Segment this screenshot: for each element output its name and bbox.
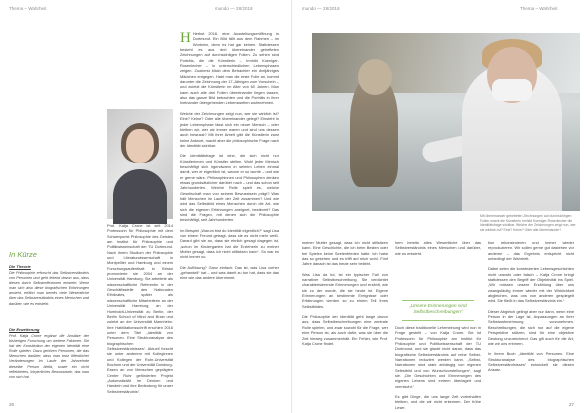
article-paragraph: Die Auflösung? Ganz einfach: Das ist, was Lisa vorher „gehandelt“ hat – und was damit zu tun hat, dass sie das eine wie das andere übernimmt. [180,264,279,281]
drop-cap-h: H [180,30,191,46]
page-number-right: 27 [568,402,574,407]
portrait-photo [107,109,173,219]
article-paragraph: Doch diese traditionelle Lehrmeinung wird nun in Frage gestellt – von Katja Crone. Sie ist Professorin für Philosophie am Institut für Philosophie und Politikwissenschaft der TU Dortmund, und sie glaubt nicht daran, dass das biografische Selbstverständnis auf reine Selbst-Narrationen reduziert werden kann. „Selbst-Narrationen sind stark abhängig von eigenen Selbstbild und von Wunschvorstellungen“, sagt sie. „Die Geschichten und Erinnerungen des eigenen Lebens sind extrem überlagert und vermischt.“ [395,325,481,389]
article-paragraph: meiner Mutter gesagt, dass ich nicht stillsitzen kann. Eine Geschichte, die ich beim Besten oder bei Spielen keine Seelenfrieden hatte. Ich habe das so gesehen und es trifft auf mich wohl. Fünf Jahre danach ist das heute sehr beliebt. [302,240,388,267]
feature-photo [312,33,580,211]
article-paragraph: Dabei seien die konstruierten Lebensgeschichten nicht unwahr oder falsch – Katja Crone bringt stattdessen den Begriff der Objektivität ins Spiel. „Wir müssen unsere Erzählung über uns zwangsläufig immer wieder mit der Wirklichkeit abgleichen, was uns von anderen gespiegelt wird. Sie fließt in das Selbstverständnis ein.“ [488,266,574,304]
article-column-r1 [302,240,388,403]
author-bio-text: Prof. Katja Crone ist seit 2014 Professorin für Philosophie mit dem Schwerpunkt Philosophie des Geistes am Institut für Philosophie und Politikwissenschaft der TU Dortmund. Nach ihrem Studium der Philosophie und Literaturwissenschaft in Montpellier und Hamburg und einem Forschungsaufenthalt in Bristol promovierte sie 2004 an der Universität Hamburg. Sie arbeitete als wissenschaftliche Referentin in der Geschäftsstelle des Nationalen Ethikrates, später als wissenschaftliche Mitarbeiterin an der Universität Hamburg, an der Humboldt-Universität zu Berlin, der Berlin School of Mind and Brain und zuletzt an der Universität Mannheim. Ihre Habilitationsschrift erschien 2016 unter dem Titel „Identität von Personen. Eine Strukturanalyse des biographischen Selbstverständnisses“. Aktuell forscht sie unter anderem mit Kolleginnen und Kollegen der Ruhr-Universität Bochum und der Universität Duisburg-Essen an von Menschen geprägten Center Ruhr geförderten Projekt „Automatizität im Denken und Handeln und ihre Bedeutung für unser Selbstverständnis“. [107,223,173,394]
sidebar-text-extension: Prof. Katja Crone ergänzt die Ansätze der bisherigen Forschung um weitere Faktoren. Sie hat der Konstitution der eigenen Identität eine Rolle spielen. Dazu gehören Personen, die das Menschen darüber, dass man trotz öffentlicher Veränderungen im Laufe der Jahrzehnte dieselbe Person bleibt, sowie ein nicht reflektiertes, körperliches Bewusstsein, das man von sich hat. [9,334,89,379]
pull-quote: „Unsere Erinnerungen sind Selbstbeschreibungen“ [409,304,467,316]
running-header-right: Thema – Wahrheit [520,6,558,11]
article-paragraph: Dieser Abgleich gelingt aber nur dann, wenn eine Person in der Lage ist, Anpassungen an ihrer Selbstwahrnehmung vorzunehmen. Beschreibungen, die sich nur auf die eigene Perspektive stützen, sind für eine objektive Deutung unzureichend. Das gilt auch für die Art, wie wir uns erinnern. [488,308,574,346]
sidebar-title: In Kürze [9,250,37,259]
article-paragraph: Was Lisa da tut, ist ein typischer Fall von narrativer Selbstbeschreibung. Sie verdichtet charakterisierende Erinnerungen und erzählt, wie sie zu der wurde, die sie heute ist. Eigene Erinnerungen an bestimmte Ereignisse oder Erfahrungen werden so zu einem Teil ihres Selbstbildes. [302,271,388,309]
running-header-issue: mundo — 28/2018 [215,6,253,11]
article-column-r2-top [395,240,481,298]
article-column-left [180,31,279,403]
article-column-r3 [488,240,574,403]
right-page [292,0,584,413]
pull-quote-rule-bottom [402,320,474,321]
article-paragraph: Es gibt Dinge, die uns lange Zeit vorbehalten bleiben, und die wir nicht erkennen. Der frühe Leser. [395,394,481,410]
pull-quote-rule-top [402,300,474,301]
sidebar-heading-theory: Die Theorie [9,264,31,269]
sidebar-heading-extension: Die Erweiterung [9,327,40,332]
article-paragraph: Die Identitätsfrage ist eine, die sich nicht nur Künstlerinnen und Künstler stellen. Wohl jeder Mensch beschäftigt sich irgendwann in seinem Leben einmal damit, wer er eigentlich ist, warum er so wurde – und wie er gerne wäre. Philosophinnen und Philosophen denken etwas grundsätzlicher darüber nach – und das schon seit Jahrhunderten. Welche Rolle spielt es, welche Gesellschaft man von seinem Bewusstsein prägt? Was hält Menschen im Laufe der Zeit zusammen? Und wie wird das Selbstbild eines Menschen durch die Art, wie sich die eigenen Erfahrungen aneignet, bestimmt? Das sind die Fragen, mit denen sich die Philosophie beschäftigt, seit Jahrhunderten. [180,153,279,223]
article-paragraph: Welche der Zeichnungen zeigt nun, wer sie wirklich ist? Eine? Keine? Oder alle übereinander gelegt? Einsteht in jeder Lebensphase lässt sich ein neuer Mensch – oder bleiben wir, wer wir immer waren und sind uns dessen auch bewusst? Mit ihrer Arbeit gibt die Künstlerin zwar keine Antwort, macht aber die philosophische Frage nach der Identität sichtbar. [180,110,279,148]
article-paragraph: H Herbst 2016, eine Ausstellungseröffnung in Dortmund. Ein Bild fällt aus dem Rahmen – im Wortsinn, denn es hat gar keinen. Stattdessen besteht es aus drei übereinander gehefteten Zeichnungen auf durchsichtigen Folien. Zu sehen sind Porträts, die die Künstlerin – Irmhild Koeniger-Rosenlecher – in unterschiedlichen Lebensphasen zeigen. Zuoberst blickt dem Betrachter ein dreijähriges Mädchen entgegen. Habt man die erste Folie an, kommt darunter die Zeichnung der 17-Jährigen zum Vorschein – und zuletzt die Künstlerin im Alter von 60 Jahren. Man kann auch alle drei Folien übereinander liegen lassen, also das ganze Bild betrachten und die Porträts in ihrer Ineinander übergehenden Lebenswelten wahrnehmen. [180,30,279,106]
article-column-r2-bottom [395,325,481,410]
in-kuerze-box [9,250,89,404]
article-paragraph: tion rekonstruieren und immer wieder reproduzieren. Wir sollen gerne gut dastehen vor anderen – das Ergebnis entspricht nicht unbedingt der Wahrheit. [488,240,574,262]
running-header-issue-right: mundo — 28/2018 [302,6,340,11]
running-header: Thema – Wahrheit [9,6,47,11]
photo-caption: Mit übereinander gehefteten Zeichnungen auf durchsichtigen Folien macht die Künstlerin Irmhild Koeniger-Rosenlecher die Identitätsfrage sichtbar. Welche der Zeichnungen zeigt nun, wer sie wirklich ist? Eine? Keine? Oder alle übereinander? [480,214,576,232]
article-paragraph: Im Beispiel „Warum bist du Identität eigentlich?“ sagt Lisa von einem Freund getragt, dass sie es nicht mehr weiß. Darauf gibt sie an, dass sie ehrlich gesagt dagegen ist, „schon im Kindergarten hat die Erzieherin zu meiner Mutter gesagt, dass ich nicht stillsitzen kann“. So war es nicht immer so. [180,227,279,260]
page-number-left: 26 [9,402,15,407]
article-paragraph: In ihrem Buch „Identität von Personen. Eine Strukturanalyse des biographischen Selbstverständnisses“ entwickelt sie diesen Ansatz. [488,351,574,373]
article-paragraph: Die Philosophie der Identität geht lange davon aus, dass Selbstbeschreibungen eine zentrale Rolle spielen, und zwar sowohl für die Frage, wer eine Person ist, als auch dafür, was sie über die Zeit hinweg zusammenhält. Ein Fehler, wie Prof. Katja Crone findet. [302,314,388,346]
article-paragraph: hem bereits alles Wesentliche über das Selbstverständnis eines Menschen und darüber, wie es entsteht. [395,240,481,256]
author-bio [107,223,173,399]
sidebar-text-theory: Die Philosophie erforscht das Selbstverständnis von Personen und geht leitend davon aus, dass dieses durch Selbstreflexionen entsteht. Wenn man sich also diese biografischen Erfahrungen ansieht, erfährt man bereits viele Wesentliche über das Selbstverständnis eines Menschen und darüber, wie es entsteht. [9,271,89,306]
